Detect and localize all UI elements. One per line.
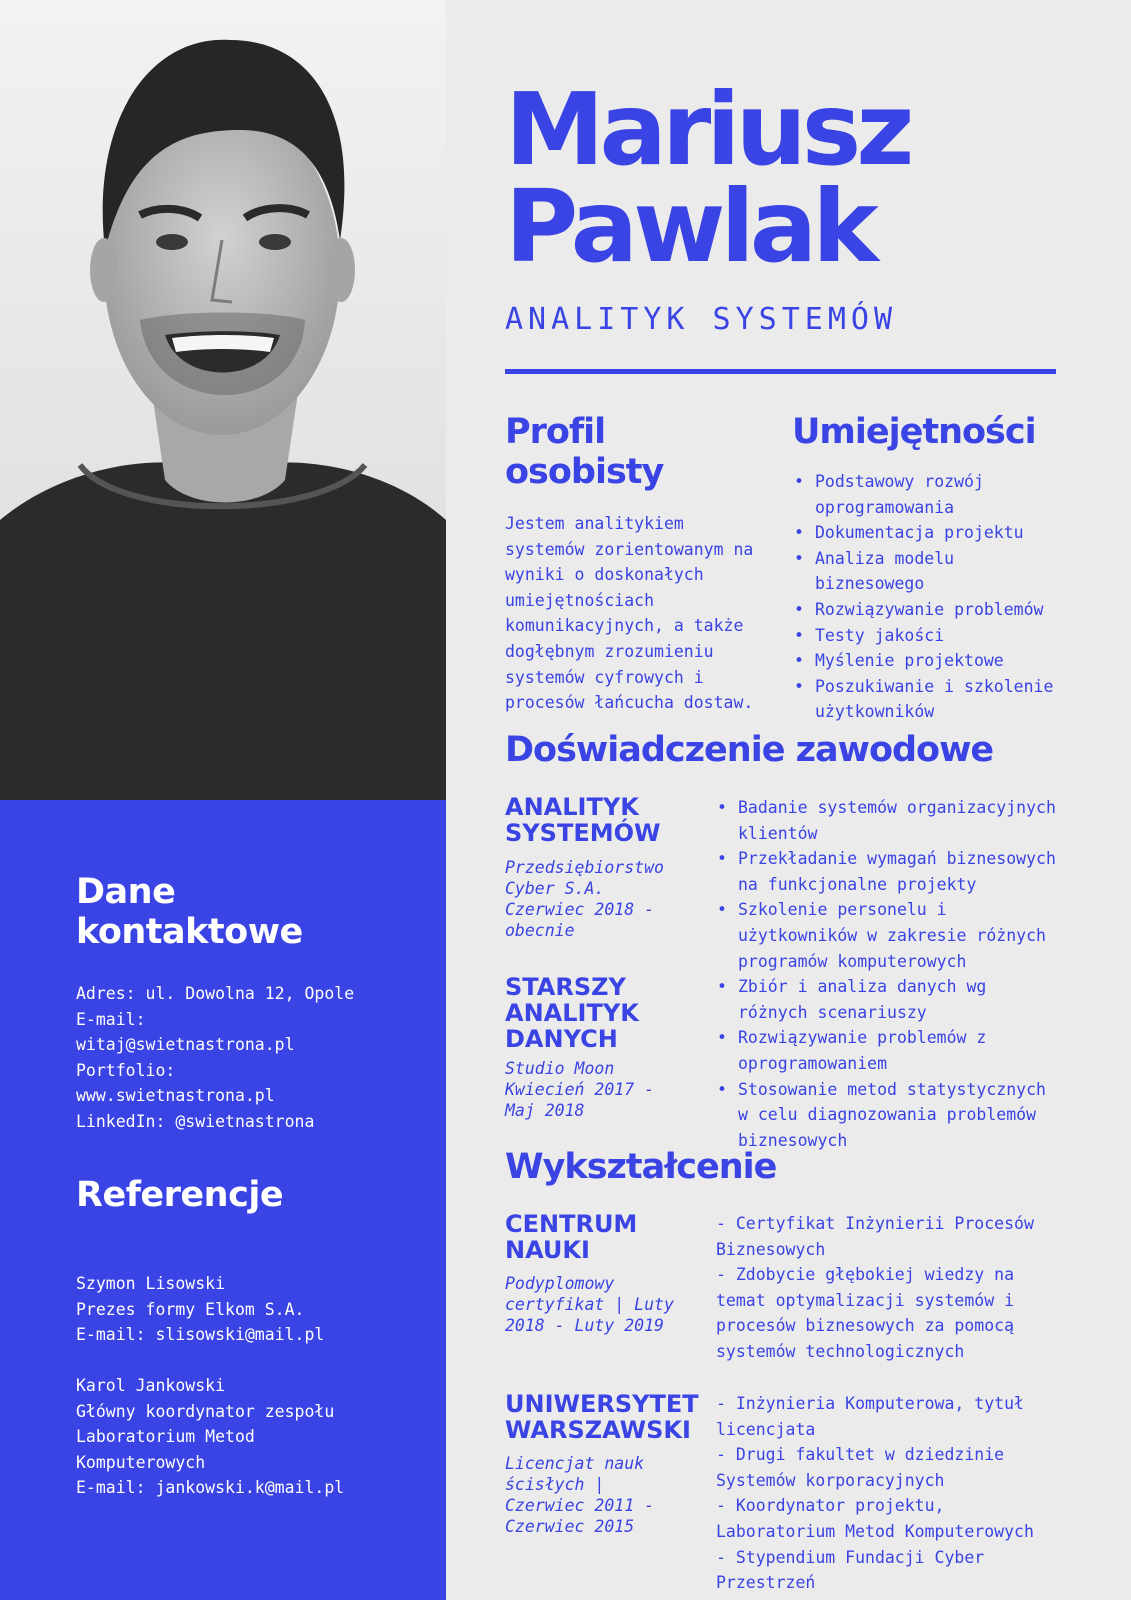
experience-item: • Przekładanie wymagań biznesowych na funkcjonalne projekty [715,846,1065,897]
main-content [505,0,1065,1600]
experience-item: • Badanie systemów organizacyjnych klientów [715,795,1065,846]
job-company-2: Studio Moon Kwiecień 2017 - Maj 2018 [505,1059,655,1120]
contact-heading-line1: Dane [76,872,176,912]
experience-bullets [715,795,1065,1153]
profile-heading-line2: osobisty [505,452,664,492]
skill-item: • Myślenie projektowe [792,648,1062,674]
experience-item: • Szkolenie personelu i użytkowników w zakresie różnych programów komputerowych [715,897,1065,974]
school-name-1: CENTRUM NAUKI [505,1210,638,1264]
profile-heading [505,412,663,492]
last-name: Pawlak [505,168,874,285]
school-detail-1: Podyplomowy certyfikat | Luty 2018 - Luty 2019 [505,1274,674,1335]
skill-item: • Podstawowy rozwój oprogramowania [792,469,1062,520]
job-role: ANALITYK SYSTEMÓW [505,302,898,337]
contact-sidebar [0,800,446,1600]
skill-item: • Testy jakości [792,623,1062,649]
experience-item: • Zbiór i analiza danych wg różnych scenariuszy [715,974,1065,1025]
portrait-photo [0,0,446,800]
contact-details: Adres: ul. Dowolna 12, Opole E-mail: witaj@swietnastrona.pl Portfolio: www.swietnastrona.pl LinkedIn: @swietnastrona [76,984,355,1131]
job-company-1: Przedsiębiorstwo Cyber S.A. Czerwiec 2018 - obecnie [505,858,664,940]
reference-1: Szymon Lisowski Prezes formy Elkom S.A. E-mail: slisowski@mail.pl [76,1274,325,1345]
title-divider [505,369,1056,374]
experience-heading: Doświadczenie zawodowe [505,730,994,770]
school-text-2: - Inżynieria Komputerowa, tytuł licencjata - Drugi fakultet w dziedzinie Systemów korporacyjnych - Koordynator projektu, Laboratorium Metod Komputerowych - Stypendium Fundacji Cyber Przestrzeń [716,1394,1034,1593]
job-title-2: STARSZY ANALITYK DANYCH [505,973,639,1053]
references-heading: Referencje [76,1175,284,1215]
first-name: Mariusz [505,71,910,188]
skill-item: • Dokumentacja projektu [792,520,1062,546]
profile-heading-line1: Profil [505,412,606,452]
contact-heading [76,872,303,952]
school-text-1: - Certyfikat Inżynierii Procesów Biznesowych - Zdobycie głębokiej wiedzy na temat optymalizacji systemów i procesów biznesowych za pomocą systemów technologicznych [716,1214,1034,1361]
skill-item: • Analiza modelu biznesowego [792,546,1062,597]
education-heading: Wykształcenie [505,1147,777,1187]
skills-heading: Umiejętności [792,412,1036,452]
contact-heading-line2: kontaktowe [76,912,303,952]
skill-item: • Rozwiązywanie problemów [792,597,1062,623]
skills-list [792,469,1062,725]
profile-text: Jestem analitykiem systemów zorientowanym na wyniki o doskonałych umiejętnościach komunikacyjnych, a także dogłębnym zrozumieniu systemów cyfrowych i procesów łańcucha dostaw. [505,514,754,713]
school-detail-2: Licencjat nauk ścisłych | Czerwiec 2011 - Czerwiec 2015 [505,1454,655,1536]
job-title-1: ANALITYK SYSTEMÓW [505,793,661,847]
school-name-2: UNIWERSYTET WARSZAWSKI [505,1390,699,1444]
experience-item: • Rozwiązywanie problemów z oprogramowaniem [715,1025,1065,1076]
skill-item: • Poszukiwanie i szkolenie użytkowników [792,674,1062,725]
experience-item: • Stosowanie metod statystycznych w celu diagnozowania problemów biznesowych [715,1077,1065,1154]
reference-2: Karol Jankowski Główny koordynator zespołu Laboratorium Metod Komputerowych E-mail: jankowski.k@mail.pl [76,1376,345,1498]
